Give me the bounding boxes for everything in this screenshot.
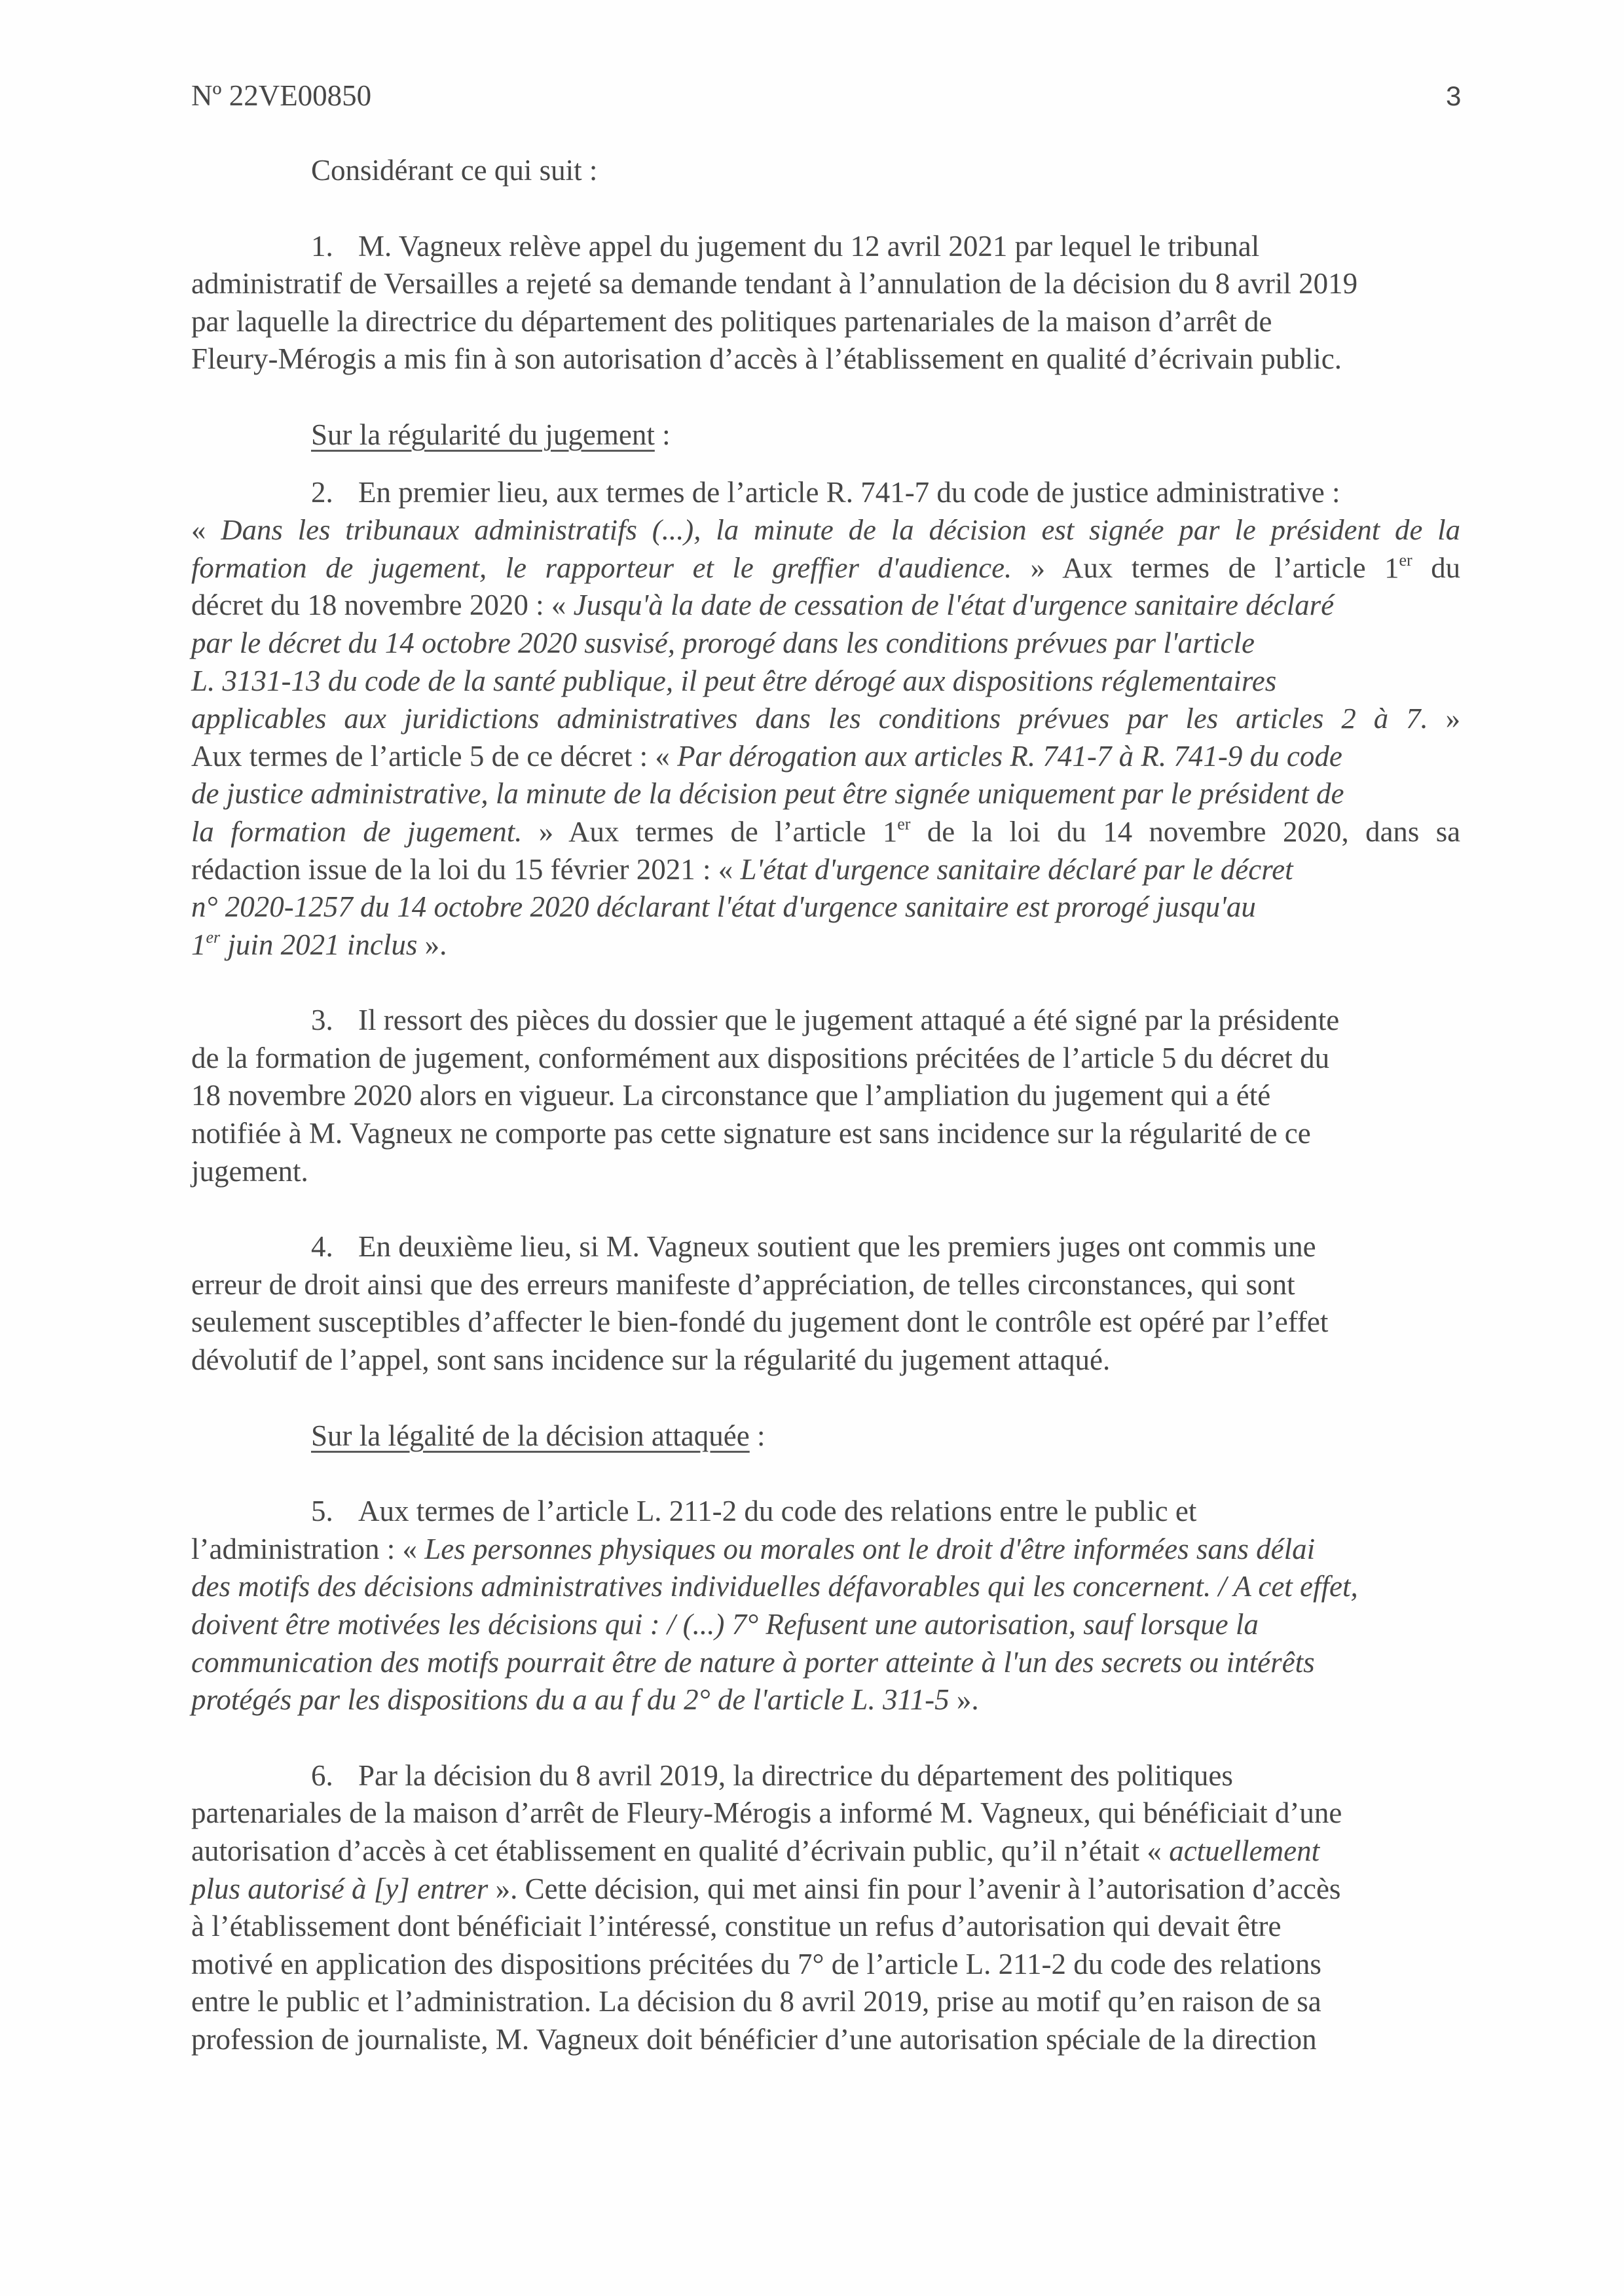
text-line: « Dans les tribunaux administratifs (...), la minute de la décision est signée par le président de la (191, 513, 1460, 547)
text-line: 1. M. Vagneux relève appel du jugement du 12 avril 2021 par lequel le tribunal (191, 228, 1460, 266)
text-line: rédaction issue de la loi du 15 février 2021 : « L'état d'urgence sanitaire déclaré par le décret (191, 852, 1293, 886)
text-line: motivé en application des dispositions précitées du 7° de l’article L. 211-2 du code des relations (191, 1947, 1321, 1980)
text-line: entre le public et l’administration. La décision du 8 avril 2019, prise au motif qu’en raison de sa (191, 1985, 1321, 2018)
text-line: Fleury-Mérogis a mis fin à son autorisation d’accès à l’établissement en qualité d’écrivain public. (191, 342, 1342, 376)
paragraph-number: 4. (311, 1230, 333, 1264)
text-line: notifiée à M. Vagneux ne comporte pas cette signature est sans incidence sur la régularité de ce (191, 1117, 1311, 1150)
text-line: 3. Il ressort des pièces du dossier que le jugement attaqué a été signé par la présidente (191, 1002, 1460, 1040)
paragraph-4 (191, 1228, 1460, 1379)
text-line: profession de journaliste, M. Vagneux doit bénéficier d’une autorisation spéciale de la direction (191, 2022, 1317, 2056)
section-heading-text: Sur la régularité du jugement (311, 418, 655, 451)
text-line: l’administration : « Les personnes physiques ou morales ont le droit d'être informées sans délai (191, 1532, 1316, 1565)
paragraph-6 (191, 1757, 1460, 2059)
paragraph-number: 5. (311, 1495, 333, 1528)
text-line: administratif de Versailles a rejeté sa demande tendant à l’annulation de la décision du 8 avril 2019 (191, 267, 1358, 301)
text-line: des motifs des décisions administratives individuelles défavorables qui les concernent. / A cet effet, (191, 1570, 1358, 1603)
text-line: 2. En premier lieu, aux termes de l’article R. 741-7 du code de justice administrative : (191, 474, 1460, 512)
text-line: 5. Aux termes de l’article L. 211-2 du code des relations entre le public et (191, 1493, 1460, 1531)
text-line: de la formation de jugement, conformément aux dispositions précitées de l’article 5 du décret du (191, 1041, 1330, 1074)
page-number: 3 (1446, 81, 1462, 111)
text-line: 6. Par la décision du 8 avril 2019, la directrice du département des politiques (191, 1757, 1460, 1795)
intro-text: Considérant ce qui suit : (311, 154, 598, 187)
section-heading-legalite: Sur la légalité de la décision attaquée : (311, 1419, 766, 1452)
paragraph-number: 1. (311, 229, 333, 263)
text-line: autorisation d’accès à cet établissement en qualité d’écrivain public, qu’il n’était « actuellement (191, 1834, 1320, 1867)
paragraph-2 (191, 474, 1460, 964)
text-line: seulement susceptibles d’affecter le bien-fondé du jugement dont le contrôle est opéré par l’effet (191, 1305, 1329, 1339)
paragraph-number: 6. (311, 1758, 333, 1792)
text-line: 18 novembre 2020 alors en vigueur. La circonstance que l’ampliation du jugement qui a été (191, 1079, 1271, 1112)
paragraph-1 (191, 228, 1460, 378)
paragraph-number: 3. (311, 1004, 333, 1037)
text-line: jugement. (191, 1154, 308, 1188)
case-number: Nº 22VE00850 (191, 79, 372, 112)
text-line: plus autorisé à [y] entrer ». Cette décision, qui met ainsi fin pour l’avenir à l’autorisation d’accès (191, 1872, 1341, 1905)
text-line: protégés par les dispositions du a au f du 2° de l'article L. 311-5 ». (191, 1683, 979, 1717)
paragraph-number: 2. (311, 475, 333, 509)
text-line: applicables aux juridictions administratives dans les conditions prévues par les articles 2 à 7. » (191, 702, 1460, 735)
text-line: de justice administrative, la minute de la décision peut être signée uniquement par le président de (191, 777, 1344, 811)
text-line: décret du 18 novembre 2020 : « Jusqu'à la date de cessation de l'état d'urgence sanitaire déclaré (191, 589, 1335, 622)
text-line: la formation de jugement. » Aux termes de l’article 1er de la loi du 14 novembre 2020, dans sa (191, 814, 1460, 848)
section-heading-text: Sur la légalité de la décision attaquée (311, 1419, 750, 1452)
text-line: 4. En deuxième lieu, si M. Vagneux soutient que les premiers juges ont commis une (191, 1228, 1460, 1266)
text-line: communication des motifs pourrait être de nature à porter atteinte à l'un des secrets ou intérêts (191, 1645, 1315, 1679)
paragraph-5 (191, 1493, 1460, 1719)
text-line: formation de jugement, le rapporteur et le greffier d'audience. » Aux termes de l’article 1er du (191, 550, 1460, 584)
text-line: erreur de droit ainsi que des erreurs manifeste d’appréciation, de telles circonstances, qui sont (191, 1267, 1295, 1301)
paragraph-3 (191, 1002, 1460, 1190)
text-line: n° 2020-1257 du 14 octobre 2020 déclarant l'état d'urgence sanitaire est prorogé jusqu'au (191, 890, 1256, 924)
section-heading-regularite: Sur la régularité du jugement : (311, 418, 671, 451)
text-line: dévolutif de l’appel, sont sans incidence sur la régularité du jugement attaqué. (191, 1343, 1111, 1377)
text-line: Aux termes de l’article 5 de ce décret : « Par dérogation aux articles R. 741-7 à R. 741-9 du code (191, 739, 1342, 773)
text-line: doivent être motivées les décisions qui : / (...) 7° Refusent une autorisation, sauf lorsque la (191, 1608, 1259, 1641)
text-line: partenariales de la maison d’arrêt de Fleury-Mérogis a informé M. Vagneux, qui bénéficiait d’une (191, 1796, 1342, 1830)
intro-line (191, 152, 1460, 190)
document-body (191, 152, 1460, 2059)
text-line: L. 3131-13 du code de la santé publique, il peut être dérogé aux dispositions réglementaires (191, 664, 1277, 697)
text-line: par le décret du 14 octobre 2020 susvisé, prorogé dans les conditions prévues par l'article (191, 626, 1255, 659)
text-line: à l’établissement dont bénéficiait l’intéressé, constitue un refus d’autorisation qui devait être (191, 1910, 1282, 1943)
text-line: 1er juin 2021 inclus ». (191, 927, 447, 961)
text-line: par laquelle la directrice du département des politiques partenariales de la maison d’arrêt de (191, 304, 1272, 338)
